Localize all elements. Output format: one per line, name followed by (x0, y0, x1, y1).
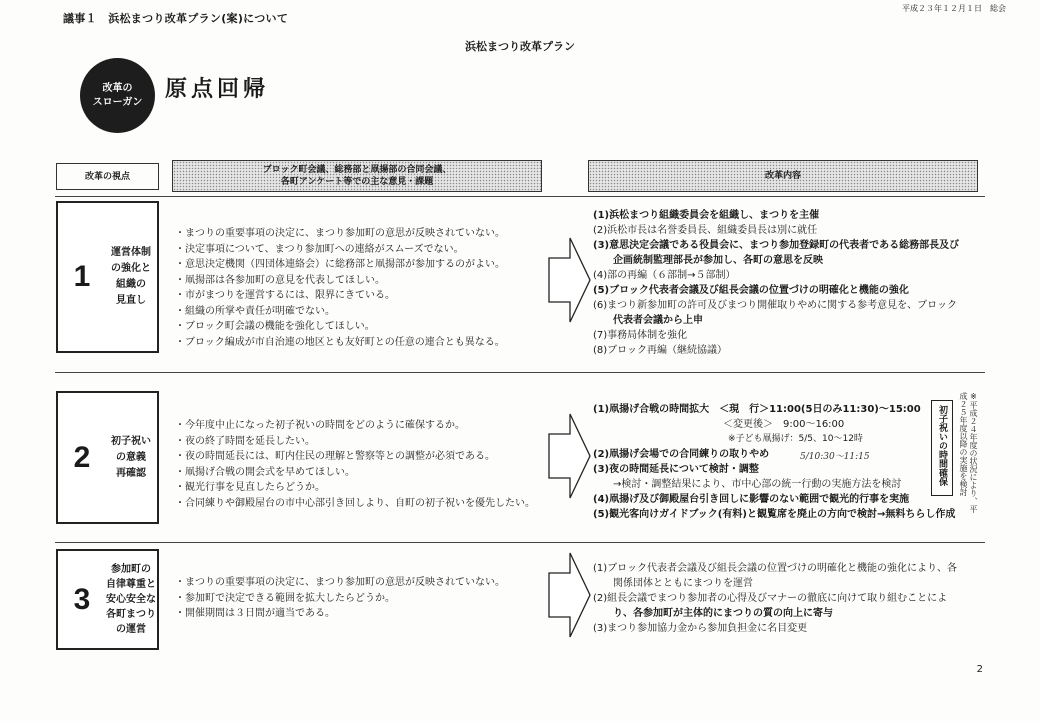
issue-item: ・ 開催期間は３日間が適当である。 (175, 606, 555, 622)
plan-item: (2)凧揚げ会場での合同練りの取りやめ (593, 449, 770, 460)
issue-item: ・ 今年度中止になった初子祝いの時間をどのように確保するか。 (175, 418, 555, 434)
section-2-number: 2 (73, 440, 91, 474)
section-3-number: 3 (73, 582, 91, 616)
meeting-date: 平成２３年１２月１日 総会 (902, 4, 1006, 13)
plan-item: 企画統制監理部長が参加し、各町の意思を反映 (593, 255, 823, 266)
arrow-right-icon (548, 551, 592, 639)
header-opinions-line1: ブロック町会議、総務部と凧揚部の合同会議、 (262, 165, 452, 175)
plan-item: (1)ブロック代表者会議及び組長会議の位置づけの明確化と機能の強化により、各 (593, 563, 957, 574)
section-2-title-line: 初子祝い (111, 435, 151, 447)
section-3-plan (593, 561, 993, 636)
header-reform (588, 160, 978, 192)
section-3-title-line: 安心安全な (106, 594, 156, 605)
plan-item: 関係団体とともにまつりを運営 (593, 578, 753, 589)
plan-item: (7)事務局体制を強化 (593, 330, 688, 341)
issue-item: ・ 夜の終了時間を延長したい。 (175, 434, 555, 450)
section-2-title-line: 再確認 (116, 467, 146, 479)
section-1-title-line: 見直し (116, 295, 146, 306)
section-2-title-line: の意義 (116, 451, 146, 463)
issue-item: ・ 意思決定機関（四団体連絡会）に総務部と凧揚部が参加するのがよい。 (175, 257, 555, 273)
issue-item: ・ ブロック編成が市自治連の地区とも友好町との任意の連合とも異なる。 (175, 335, 555, 351)
issue-item: ・ 決定事項について、まつり参加町への連絡がスムーズでない。 (175, 242, 555, 258)
section-3-title-line: 各町まつり (106, 609, 156, 620)
plan-item: (4)部の再編（６部制→５部制） (593, 270, 736, 281)
plan-item: (5)観光客向けガイドブック(有料)と観覧席を廃止の方向で検討→無料ちらし作成 (593, 509, 956, 520)
plan-item: (4)凧揚げ及び御殿屋台引き回しに影響のない範囲で観光的行事を実施 (593, 494, 910, 505)
section-1-issues (175, 226, 555, 350)
handwritten-note: 5/10:30～11:15 (800, 452, 870, 462)
issue-item: ・ 組織の所掌や責任が明確でない。 (175, 304, 555, 320)
section-1-plan (593, 208, 993, 358)
header-reform-label: 改革内容 (764, 171, 801, 181)
agenda-title: 議事１ 浜松まつり改革プラン(案)について (63, 12, 289, 25)
slogan-badge (80, 58, 155, 133)
plan-item: (2)浜松市長は名誉委員長、組織委員長は別に就任 (593, 225, 818, 236)
issue-item: ・ 観光行事を見直したらどうか。 (175, 480, 555, 496)
issue-item: ・ 凧揚部は各参加町の意見を代表してほしい。 (175, 273, 555, 289)
section-1-title-line: 組織の (116, 279, 146, 290)
issue-item: ・ まつりの重要事項の決定に、まつり参加町の意思が反映されていない。 (175, 575, 555, 591)
side-note (958, 392, 988, 520)
arrow-right-icon (548, 236, 592, 324)
header-viewpoint (56, 163, 159, 190)
section-1-title-line: の強化と (111, 263, 151, 274)
plan-item: (8)ブロック再編（継続協議） (593, 345, 727, 356)
separator-1 (55, 372, 985, 373)
section-2-issues (175, 418, 555, 511)
header-opinions-line2: 各町アンケート等での主な意見・課題 (280, 177, 434, 187)
issue-item: ・ 合同練りや御殿屋台の市中心部引き回しより、自町の初子祝いを優先したい。 (175, 496, 555, 512)
plan-item: (3)まつり参加協力金から参加負担金に名目変更 (593, 623, 808, 634)
section-1-title-line: 運営体制 (111, 247, 151, 258)
plan-item: (3)夜の時間延長について検討・調整 (593, 464, 759, 475)
plan-item: 代表者会議から上申 (593, 315, 703, 326)
section-2-title (106, 434, 156, 482)
issue-item: ・ ブロック町会議の機能を強化してほしい。 (175, 319, 555, 335)
plan-item: (2)組長会議でまつり参加者の心得及びマナーの徹底に向けて取り組むことによ (593, 593, 948, 604)
section-3-title (106, 562, 156, 637)
header-opinions (172, 160, 542, 192)
document-title: 浜松まつり改革プラン (465, 40, 575, 53)
plan-item: ※子ども凧揚げ：5/5、10～12時 (593, 434, 863, 444)
section-1-number: 1 (73, 260, 91, 293)
plan-item: (1)凧揚げ合戦の時間拡大 ＜現 行＞11:00(5日のみ11:30)～15:00 (593, 404, 921, 415)
issue-item: ・ 夜の時間延長には、町内住民の理解と警察等との調整が必須である。 (175, 449, 555, 465)
issue-item: ・ 市がまつりを運営するには、限界にきている。 (175, 288, 555, 304)
issue-item: ・ 参加町で決定できる範囲を拡大したらどうか。 (175, 591, 555, 607)
header-viewpoint-label: 改革の視点 (84, 171, 130, 182)
plan-item: (3)意思決定会議である役員会に、まつり参加登録町の代表者である総務部長及び (593, 240, 960, 251)
plan-item: (1)浜松まつり組織委員会を組織し、まつりを主催 (593, 210, 820, 221)
separator-2 (55, 542, 985, 543)
plan-item: (6)まつり新参加町の許可及びまつり開催取りやめに関する参考意見を、ブロック (593, 300, 957, 311)
section-3-title-line: 自律尊重と (106, 579, 156, 590)
issue-item: ・ 凧揚げ合戦の開会式を早めてほしい。 (175, 465, 555, 481)
issue-item: ・ まつりの重要事項の決定に、まつり参加町の意思が反映されていない。 (175, 226, 555, 242)
plan-item: (5)ブロック代表者会議及び組長会議の位置づけの明確化と機能の強化 (593, 285, 909, 296)
plan-item: →検討・調整結果により、市中心部の統一行動の実施方法を検討 (593, 479, 902, 490)
plan-item: り、各参加町が主体的にまつりの質の向上に寄与 (593, 608, 833, 619)
page-number: 2 (976, 664, 983, 675)
slogan-badge-line2: スローガン (92, 96, 143, 108)
section-3-label (56, 549, 159, 650)
section-3-title-line: 参加町の (111, 564, 151, 575)
section-1-label (56, 201, 159, 353)
side-note-text: ※平成２４年度の状況により、平成２５年度以降の実施を検討 (959, 392, 978, 513)
section-3-issues (175, 575, 555, 622)
separator-top (55, 196, 985, 197)
boxed-note (931, 400, 953, 496)
boxed-note-text: 初子祝いの時間確保 (937, 405, 947, 486)
section-3-title-line: の運営 (116, 624, 146, 635)
section-1-title (106, 245, 156, 309)
slogan-badge-line1: 改革の (102, 82, 133, 94)
slogan-text: 原点回帰 (165, 76, 270, 102)
plan-item: ＜変更後＞ 9:00～16:00 (593, 419, 845, 430)
section-2-label (56, 391, 159, 524)
arrow-right-icon (548, 412, 592, 500)
